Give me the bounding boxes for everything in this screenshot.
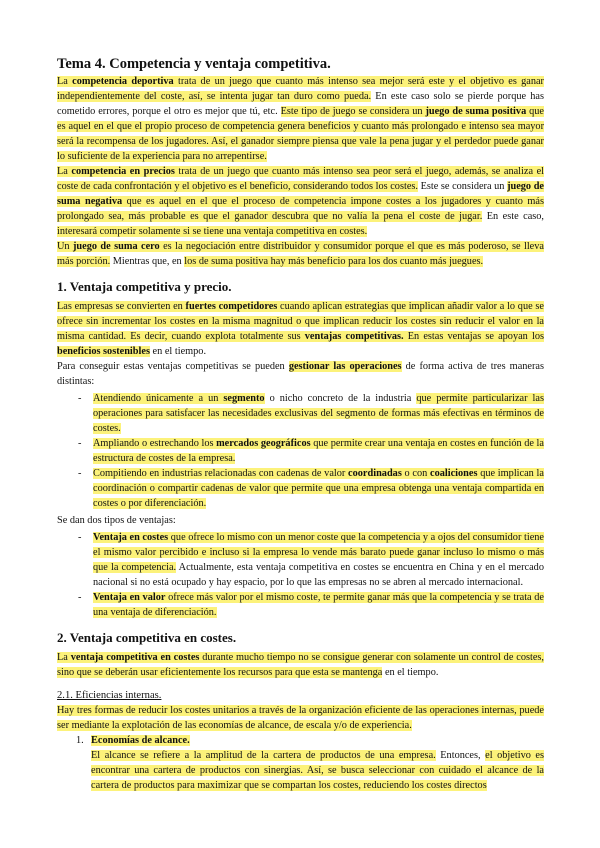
section-2-paragraph-1: La ventaja competitiva en costes durante mucho tiempo no se consigue generar con solamente un control de costes, sino que se deberán usar eficientemente los recursos para que esta se mantenga en el tiempo. bbox=[57, 652, 544, 678]
list-item: - Ventaja en costes que ofrece lo mismo con un menor coste que la competencia y a ojos del consumidor tiene el mismo valor percibido e incluso si la empresa lo vende más barato puede ganar incluso lo mismo o más que la competencia. Actualmente, esta ventaja competitiva en costes se encuentra en China y en el mercado nacional si no está ocupado y hay espacio, por lo que las empresas no se abren al mercado internacional. bbox=[93, 530, 544, 590]
subsection-2-1-heading: 2.1. Eficiencias internas. bbox=[57, 690, 162, 701]
list-item: - Atendiendo únicamente a un segmento o nicho concreto de la industria que permite particularizar las operaciones para satisfacer las necesidades exclusivas del segmento de formas más efectivas en términos de costes. bbox=[93, 391, 544, 436]
list-item: - Ampliando o estrechando los mercados geográficos que permite crear una ventaja en costes en función de la estructura de costes de la empresa. bbox=[93, 436, 544, 466]
section-1-heading: 1. Ventaja competitiva y precio. bbox=[57, 279, 232, 294]
efficiencies-list bbox=[76, 733, 544, 793]
section-1-paragraph-2: Para conseguir estas ventajas competitivas se pueden gestionar las operaciones de forma activa de tres maneras distintas: bbox=[57, 361, 544, 387]
list-item: 1. Economías de alcance. El alcance se refiere a la amplitud de la cartera de productos de una empresa. Entonces, el objetivo es encontrar una cartera de productos con sinergias. Así, se busca seleccionar con cuidado el alcance de la cartera de productos para maximizar que se compartan los costes, reduciendo los costes directos bbox=[76, 735, 544, 791]
intro-paragraph-1: La competencia deportiva trata de un juego que cuanto más intenso sea mejor será este y el objetivo es ganar independientemente del coste, así, se intenta jugar tan duro como pueda. En este caso solo se pierde porque has cometido errores, porque el otro es mejor que tú, etc. Este tipo de juego se considera un juego de suma positiva que es aquel en el que el propio proceso de competencia genera beneficios y cuanto más prolongado e intenso sea mayor será la recompensa de los jugadores. Así, el ganador siempre piensa que vale la pena jugar y el perdedor puede ganar lo suficiente de la experiencia para no arrepentirse. bbox=[57, 76, 544, 162]
advantages-list bbox=[93, 530, 544, 620]
section-1-paragraph-1: Las empresas se convierten en fuertes competidores cuando aplican estrategias que implican añadir valor a lo que se ofrece sin incrementar los costes en la misma magnitud o que implican reducir los costes sin reducir el valor en la misma cantidad. Es decir, cuando explota totalmente sus ventajas competitivas. En estas ventajas se apoyan los beneficios sostenibles en el tiempo. bbox=[57, 301, 544, 357]
section-1-paragraph-3: Se dan dos tipos de ventajas: bbox=[57, 515, 176, 526]
intro-paragraph-2: La competencia en precios trata de un juego que cuanto más intenso sea peor será el juego, además, se analiza el coste de cada confrontación y el objetivo es el beneficio, considerando todos los costes. Este se considera un juego de suma negativa que es aquel en el que el proceso de competencia impone costes a los jugadores y cuanto más prolongado sea, más probable es que el ganador descubra que no valía la pena el coste de jugar. En este caso, interesará competir solamente si se tiene una ventaja competitiva en costes. bbox=[57, 166, 544, 237]
section-2-heading: 2. Ventaja competitiva en costes. bbox=[57, 630, 237, 645]
list-number: 1. bbox=[76, 735, 84, 746]
list-item: - Ventaja en valor ofrece más valor por el mismo coste, te permite ganar más que la competencia y se trata de una ventaja de diferenciación. bbox=[93, 590, 544, 620]
document-title: Tema 4. Competencia y ventaja competitiva. bbox=[57, 56, 331, 72]
subsection-2-1-paragraph: Hay tres formas de reducir los costes unitarios a través de la organización eficiente de las operaciones internas, puede ser mediante la explotación de las economías de alcance, de escala y/o de experiencia. bbox=[57, 705, 544, 731]
intro-paragraph-3: Un juego de suma cero es la negociación entre distribuidor y consumidor porque el que es más poderoso, se lleva más porción. Mientras que, en los de suma positiva hay más beneficio para los dos cuanto más juegues. bbox=[57, 241, 544, 267]
list-item: - Compitiendo en industrias relacionadas con cadenas de valor coordinadas o con coaliciones que implican la coordinación o compartir cadenas de valor que permite que una empresa obtenga una ventaja compartida en costes o por diferenciación. bbox=[93, 466, 544, 511]
operations-list bbox=[93, 391, 544, 511]
